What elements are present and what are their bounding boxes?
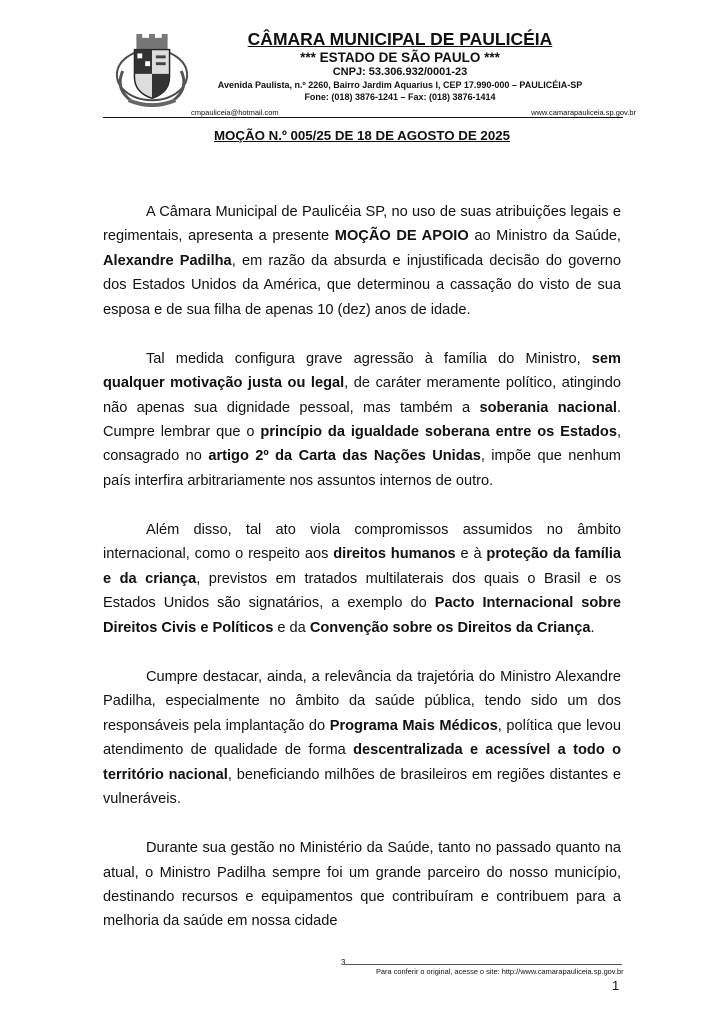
- paragraph-3: Além disso, tal ato viola compromissos assumidos no âmbito internacional, como o respeito aos direitos humanos e à proteção da família e da criança, previstos em tratados multilaterais dos quais o Brasil e os Estados Unidos são signatários, a exemplo do Pacto Internacional sobre Direitos Civis e Políticos e da Convenção sobre os Direitos da Criança.: [103, 522, 621, 636]
- motion-body: [103, 200, 621, 959]
- address-line: Avenida Paulista, n.º 2260, Bairro Jardim Aquarius I, CEP 17.990-000 – PAULICÉIA-SP: [217, 80, 583, 90]
- email-link[interactable]: cmpauliceia@hotmail.com: [191, 108, 279, 117]
- header-divider: [103, 117, 623, 118]
- phone-line: Fone: (018) 3876-1241 – Fax: (018) 3876-1414: [304, 92, 496, 102]
- institution-title: CÂMARA MUNICIPAL DE PAULICÉIA: [247, 29, 553, 49]
- paragraph-5: Durante sua gestão no Ministério da Saúde, tanto no passado quanto na atual, o Ministro Padilha sempre foi um grande parceiro do nosso município, destinando recursos e equipamentos que contribuíram e contribuem para a melhoria da saúde em nossa cidade: [103, 840, 621, 930]
- cnpj-line: CNPJ: 53.306.932/0001-23: [332, 66, 468, 78]
- paragraph-4: Cumpre destacar, ainda, a relevância da trajetória do Ministro Alexandre Padilha, especialmente no âmbito da saúde pública, tendo sido um dos responsáveis pela implantação do Programa Mais Médicos, política que levou atendimento de qualidade de forma descentralizada e acessível a todo o território nacional, beneficiando milhões de brasileiros em regiões distantes e vulneráveis.: [103, 668, 621, 807]
- verification-note: Para conferir o original, acesse o site: http://www.camarapauliceia.sp.gov.br: [376, 967, 624, 976]
- state-line: *** ESTADO DE SÃO PAULO ***: [300, 50, 500, 65]
- footnote-number: 3: [341, 958, 346, 967]
- letterhead: [105, 28, 636, 120]
- motion-title: MOÇÃO N.º 005/25 DE 18 DE AGOSTO DE 2025: [213, 128, 511, 143]
- page-number: 1: [612, 978, 620, 993]
- footer-divider: [345, 964, 622, 965]
- paragraph-2: Tal medida configura grave agressão à família do Ministro, sem qualquer motivação justa ou legal, de caráter meramente político, atingindo não apenas sua dignidade pessoal, mas também a soberania nacional. Cumpre lembrar que o princípio da igualdade soberana entre os Estados, consagrado no artigo 2º da Carta das Nações Unidas, impõe que nenhum país interfira arbitrariamente nos assuntos internos de outro.: [103, 350, 621, 489]
- contact-line: [191, 108, 636, 117]
- website-link[interactable]: www.camarapauliceia.sp.gov.br: [531, 108, 636, 117]
- paragraph-1: A Câmara Municipal de Paulicéia SP, no uso de suas atribuições legais e regimentais, apresenta a presente MOÇÃO DE APOIO ao Ministro da Saúde, Alexandre Padilha, em razão da absurda e injustificada decisão do governo dos Estados Unidos da América, que determinou a cassação do visto de sua esposa e de sua filha de apenas 10 (dez) anos de idade.: [103, 204, 621, 318]
